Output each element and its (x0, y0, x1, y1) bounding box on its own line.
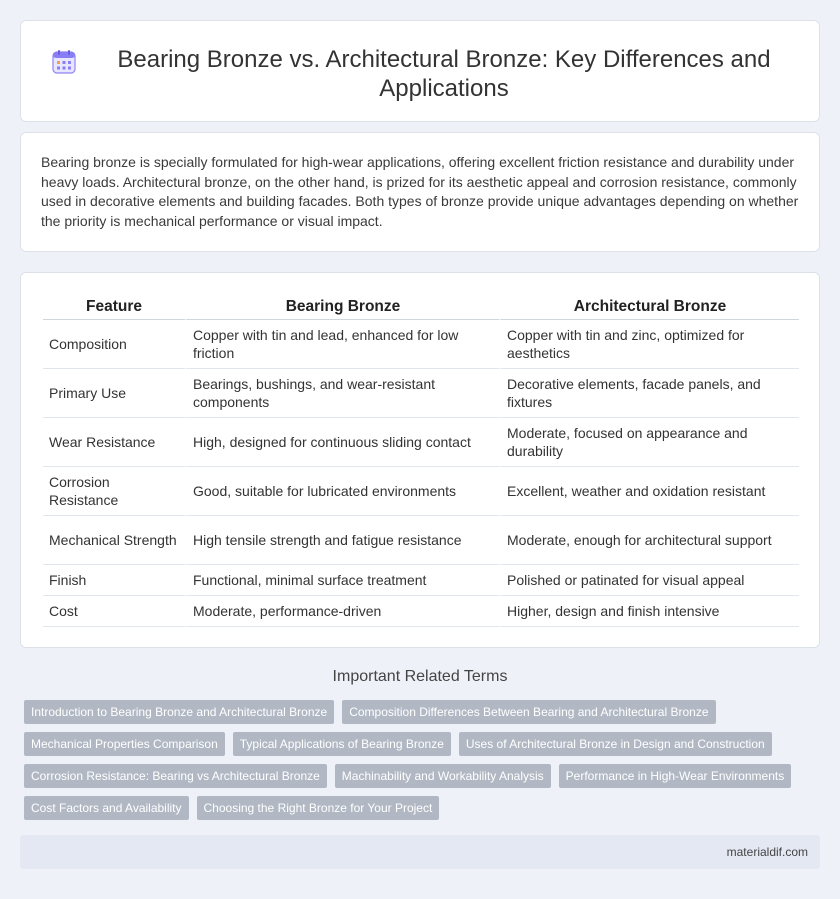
related-term-tag[interactable]: Uses of Architectural Bronze in Design and Construction (459, 732, 772, 756)
table-row (43, 369, 799, 418)
architectural-cell: Decorative elements, facade panels, and fixtures (499, 369, 799, 418)
table-row (43, 467, 799, 516)
bearing-cell: Good, suitable for lubricated environments (185, 467, 499, 516)
architectural-cell: Excellent, weather and oxidation resistant (499, 467, 799, 516)
title-card (20, 20, 820, 122)
related-terms-list (24, 700, 824, 828)
feature-cell: Corrosion Resistance (43, 467, 185, 516)
related-term-tag[interactable]: Machinability and Workability Analysis (335, 764, 551, 788)
related-term-tag[interactable]: Corrosion Resistance: Bearing vs Architectural Bronze (24, 764, 327, 788)
intro-paragraph: Bearing bronze is specially formulated for high-wear applications, offering excellent friction resistance and durability under heavy loads. Architectural bronze, on the other hand, is prized for its aesthetic appeal and corrosion resistance, commonly used in decorative elements and building facades. Both types of bronze provide unique advantages depending on whether the priority is mechanical performance or visual impact. (41, 154, 799, 229)
related-terms-title: Important Related Terms (332, 668, 508, 685)
table-header-row (43, 295, 799, 320)
bearing-cell: High tensile strength and fatigue resistance (185, 516, 499, 565)
column-header: Architectural Bronze (499, 295, 799, 320)
feature-cell: Mechanical Strength (43, 516, 185, 565)
related-term-tag[interactable]: Choosing the Right Bronze for Your Project (197, 796, 440, 820)
intro-card (20, 132, 820, 252)
related-term-tag[interactable]: Cost Factors and Availability (24, 796, 189, 820)
column-header: Bearing Bronze (185, 295, 499, 320)
table-row (43, 418, 799, 467)
feature-cell: Primary Use (43, 369, 185, 418)
architectural-cell: Moderate, enough for architectural support (499, 516, 799, 565)
related-term-tag[interactable]: Introduction to Bearing Bronze and Architectural Bronze (24, 700, 334, 724)
feature-cell: Finish (43, 565, 185, 596)
related-term-tag[interactable]: Typical Applications of Bearing Bronze (233, 732, 451, 756)
comparison-table-card (20, 272, 820, 648)
related-term-tag[interactable]: Performance in High-Wear Environments (559, 764, 792, 788)
bearing-cell: Functional, minimal surface treatment (185, 565, 499, 596)
feature-cell: Composition (43, 320, 185, 369)
bearing-cell: Copper with tin and lead, enhanced for low friction (185, 320, 499, 369)
feature-cell: Wear Resistance (43, 418, 185, 467)
table-row (43, 565, 799, 596)
bearing-cell: High, designed for continuous sliding contact (185, 418, 499, 467)
architectural-cell: Higher, design and finish intensive (499, 596, 799, 627)
feature-cell: Cost (43, 596, 185, 627)
table-row (43, 320, 799, 369)
comparison-table (43, 295, 799, 627)
footer (20, 835, 820, 869)
table-row (43, 596, 799, 627)
architectural-cell: Moderate, focused on appearance and durability (499, 418, 799, 467)
bearing-cell: Bearings, bushings, and wear-resistant components (185, 369, 499, 418)
calendar-icon (51, 49, 77, 75)
related-term-tag[interactable]: Composition Differences Between Bearing and Architectural Bronze (342, 700, 715, 724)
table-row (43, 516, 799, 565)
bearing-cell: Moderate, performance-driven (185, 596, 499, 627)
related-term-tag[interactable]: Mechanical Properties Comparison (24, 732, 225, 756)
site-name[interactable]: materialdif.com (726, 845, 808, 859)
architectural-cell: Copper with tin and zinc, optimized for aesthetics (499, 320, 799, 369)
architectural-cell: Polished or patinated for visual appeal (499, 565, 799, 596)
column-header: Feature (43, 295, 185, 320)
page-title: Bearing Bronze vs. Architectural Bronze: Key Differences and Applications (117, 46, 771, 102)
